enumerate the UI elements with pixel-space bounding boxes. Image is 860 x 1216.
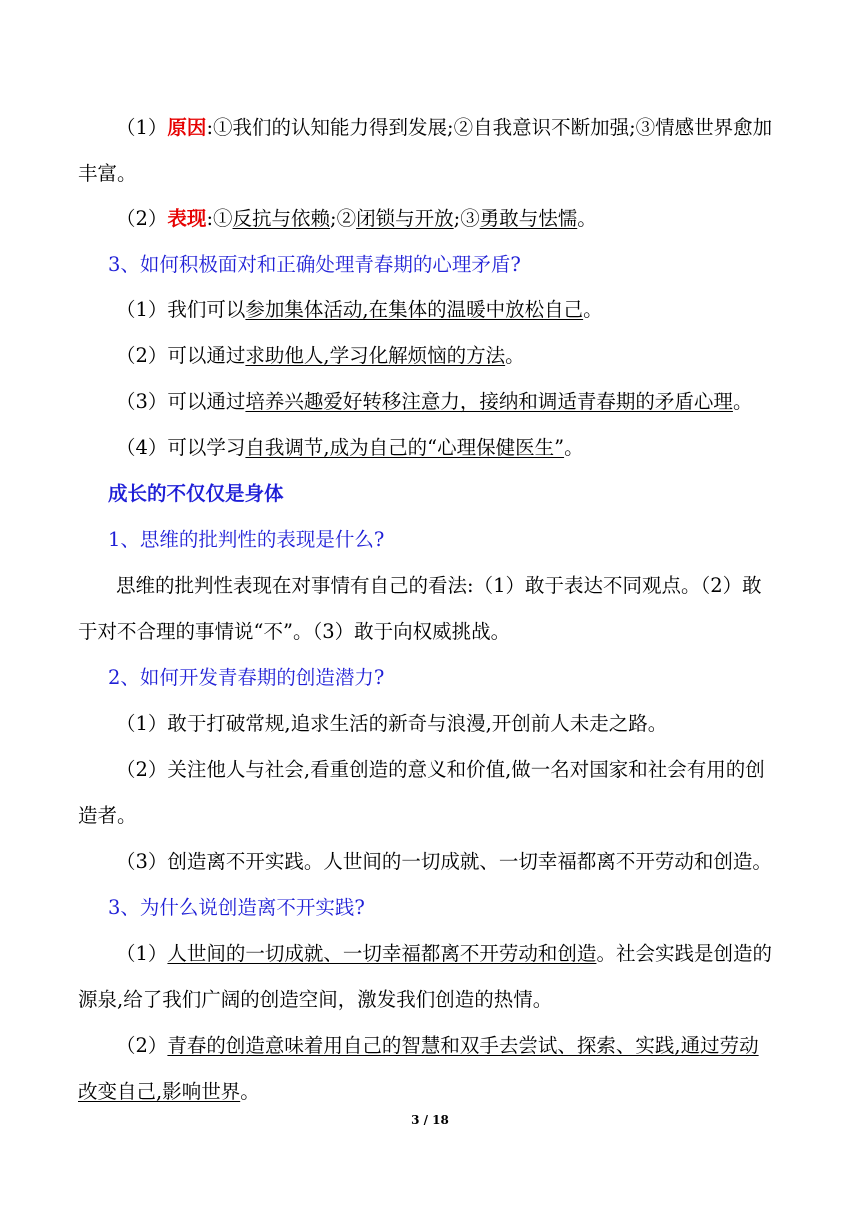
question-heading: 1、思维的批判性的表现是什么? [108,528,385,551]
period: 。 [583,298,603,321]
marker: ;② [330,207,357,230]
answer-line [116,436,784,460]
colon: : [206,116,214,139]
cause-line-cont: 丰富。 [78,162,137,185]
answer-rest: 。社会实践是创造的 [596,942,772,965]
underlined-phrase: 人世间的一切成就、一切幸福都离不开劳动和创造 [167,942,597,965]
marker: ;③ [453,207,480,230]
answer-paragraph-line: 于对不合理的事情说“不”。（3）敢于向权威挑战。 [78,620,511,643]
answer-line-cont: 造者。 [78,804,137,827]
item-number: （1） [116,942,168,965]
underlined-phrase: 闭锁与开放 [356,207,454,230]
period: 。 [564,436,584,459]
answer-line [116,298,784,322]
period: 。 [732,390,753,413]
question-heading: 3、为什么说创造离不开实践? [108,896,365,919]
answer-line [116,1034,784,1058]
keyword-manifest: 表现 [167,207,207,230]
answer-line: （2）关注他人与社会,看重创造的意义和价值,做一名对国家和社会有用的创 [116,758,765,781]
answer-line-cont: 源泉,给了我们广阔的创造空间，激发我们创造的热情。 [78,988,553,1011]
answer-prefix: （2）可以通过 [116,344,246,367]
underlined-phrase: 勇敢与怯懦 [479,207,578,230]
colon: : [206,207,214,230]
answer-line: （3）创造离不开实践。人世间的一切成就、一切幸福都离不开劳动和创造。 [116,850,772,873]
underlined-phrase: 改变自己,影响世界 [78,1080,241,1103]
answer-line [116,344,784,368]
cause-line [116,116,784,140]
underlined-phrase: 参加集体活动,在集体的温暖中放松自己 [245,298,584,321]
item-number: （2） [116,1034,168,1057]
underlined-phrase: 反抗与依赖 [232,207,331,230]
answer-line-cont [78,1080,784,1104]
period: 。 [240,1080,260,1103]
answer-prefix: （3）可以通过 [116,390,246,413]
period: 。 [577,207,597,230]
period: 。 [505,344,525,367]
section-title: 成长的不仅仅是身体 [108,482,284,505]
underlined-phrase: 求助他人,学习化解烦恼的方法 [245,344,506,367]
marker: ① [213,207,233,230]
answer-paragraph-line: 思维的批判性表现在对事情有自己的看法:（1）敢于表达不同观点。（2）敢 [116,574,762,597]
answer-prefix: （4）可以学习 [116,436,246,459]
answer-line [116,390,784,414]
question-heading: 2、如何开发青春期的创造潜力? [108,666,385,689]
underlined-phrase: 青春的创造意味着用自己的智慧和双手去尝试、探索、实践,通过劳动 [167,1034,759,1057]
keyword-cause: 原因 [167,116,207,139]
page-number: 3 / 18 [411,1113,449,1127]
question-heading: 3、如何积极面对和正确处理青春期的心理矛盾? [108,253,521,276]
answer-line: （1）敢于打破常规,追求生活的新奇与浪漫,开创前人未走之路。 [116,712,668,735]
answer-prefix: （1）我们可以 [116,298,246,321]
manifest-line [116,207,784,231]
underlined-phrase: 自我调节,成为自己的“心理保健医生” [245,436,565,459]
item-number: （2） [116,207,168,230]
item-number: （1） [116,116,168,139]
answer-line [116,942,784,966]
cause-text: ①我们的认知能力得到发展;②自我意识不断加强;③情感世界愈加 [213,116,773,139]
underlined-phrase: 培养兴趣爱好转移注意力，接纳和调适青春期的矛盾心理 [245,390,733,413]
